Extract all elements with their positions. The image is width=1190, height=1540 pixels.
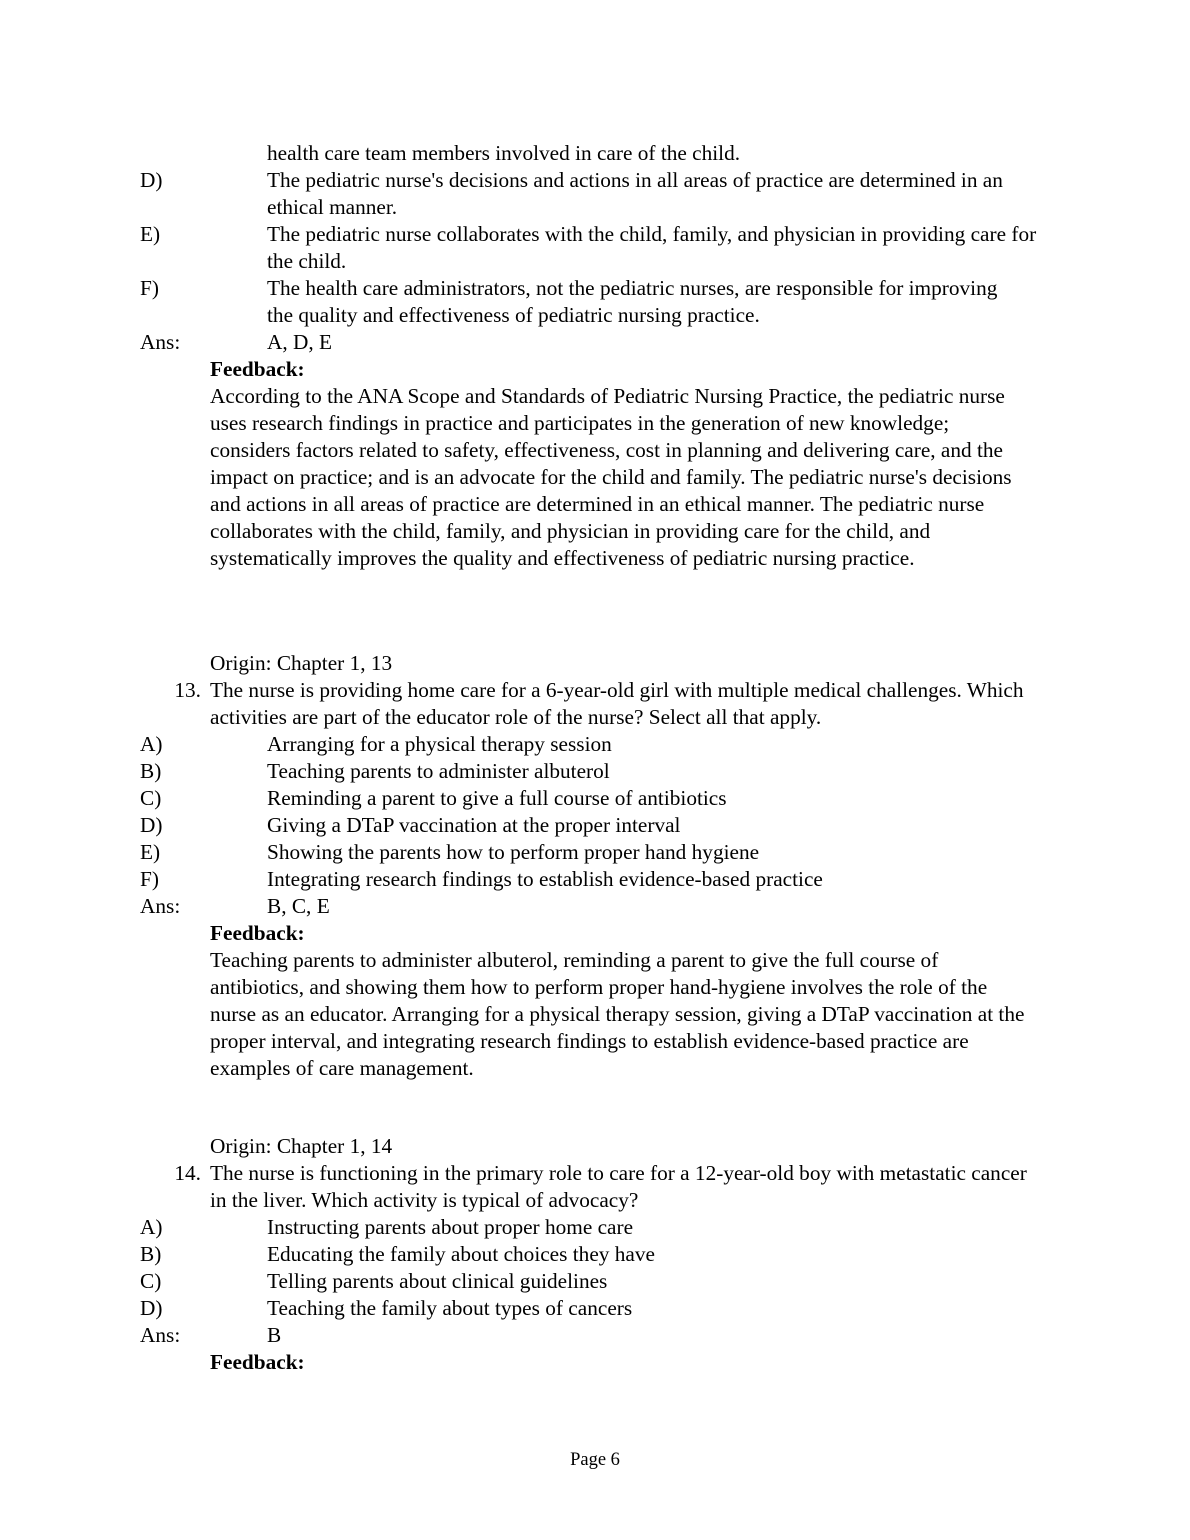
option-text: Showing the parents how to perform proper hand hygiene <box>267 840 760 864</box>
feedback-heading: Feedback: <box>210 357 305 381</box>
answer-value: B, C, E <box>267 894 330 918</box>
question-text: The nurse is functioning in the primary role to care for a 12-year-old boy with metastatic cancer in the liver. Which activity is typical of advocacy? <box>210 1161 1027 1212</box>
option-c-continued <box>0 140 1190 167</box>
option-label: F) <box>140 276 159 300</box>
question-12-continuation <box>0 140 1190 572</box>
option-text: Arranging for a physical therapy session <box>267 732 612 756</box>
option-label: F) <box>140 867 159 891</box>
option-label: C) <box>140 786 162 810</box>
option-row <box>0 1268 1190 1295</box>
question-number: 13. <box>174 678 201 702</box>
option-label: E) <box>140 840 161 864</box>
option-label: B) <box>140 759 162 783</box>
option-row <box>0 275 1190 329</box>
answer-row <box>0 893 1190 920</box>
option-text: Reminding a parent to give a full course of antibiotics <box>267 786 727 810</box>
option-label: D) <box>140 168 163 192</box>
feedback-heading: Feedback: <box>210 1350 305 1374</box>
option-row <box>0 167 1190 221</box>
option-text: Teaching parents to administer albuterol <box>267 759 610 783</box>
feedback-text: Teaching parents to administer albuterol, reminding a parent to give the full course of antibiotics, and showing them how to perform proper hand-hygiene involves the role of the nurse as an educator. Arranging for a physical therapy session, giving a DTaP vaccination at the proper interval, and integrating research findings to establish evidence-based practice are examples of care management. <box>210 948 1025 1080</box>
option-label: D) <box>140 1296 163 1320</box>
question-text: The nurse is providing home care for a 6-year-old girl with multiple medical challenges. Which activities are part of the educator role of the nurse? Select all that apply. <box>210 678 1024 729</box>
option-row <box>0 866 1190 893</box>
origin-line: Origin: Chapter 1, 13 <box>210 651 393 675</box>
feedback-text: According to the ANA Scope and Standards of Pediatric Nursing Practice, the pediatric nurse uses research findings in practice and participates in the generation of new knowledge; considers factors related to safety, effectiveness, cost in planning and delivering care, and the impact on practice; and is an advocate for the child and family. The pediatric nurse's decisions and actions in all areas of practice are determined in an ethical manner. The pediatric nurse collaborates with the child, family, and physician in providing care for the child, and systematically improves the quality and effectiveness of pediatric nursing practice. <box>210 384 1012 570</box>
option-label: C) <box>140 1269 162 1293</box>
option-row <box>0 1295 1190 1322</box>
question-14 <box>0 1133 1190 1376</box>
option-text: The health care administrators, not the pediatric nurses, are responsible for improving the quality and effectiveness of pediatric nursing practice. <box>267 276 998 327</box>
option-text: Teaching the family about types of cancers <box>267 1296 633 1320</box>
question-13 <box>0 650 1190 1082</box>
option-row <box>0 1241 1190 1268</box>
option-row <box>0 839 1190 866</box>
answer-value: B <box>267 1323 282 1347</box>
option-text: health care team members involved in care of the child. <box>267 141 741 165</box>
option-text: The pediatric nurse collaborates with the child, family, and physician in providing care for the child. <box>267 222 1037 273</box>
option-label: D) <box>140 813 163 837</box>
option-label: A) <box>140 1215 163 1239</box>
page-number: Page 6 <box>570 1450 620 1470</box>
option-row <box>0 1214 1190 1241</box>
answer-label: Ans: <box>140 330 181 354</box>
option-label: E) <box>140 222 161 246</box>
option-row <box>0 731 1190 758</box>
question-number: 14. <box>174 1161 201 1185</box>
option-text: The pediatric nurse's decisions and actions in all areas of practice are determined in an ethical manner. <box>267 168 1003 219</box>
question-stem <box>0 677 1190 731</box>
answer-label: Ans: <box>140 1323 181 1347</box>
option-text: Instructing parents about proper home care <box>267 1215 634 1239</box>
answer-row <box>0 329 1190 356</box>
option-row <box>0 758 1190 785</box>
option-text: Integrating research findings to establish evidence-based practice <box>267 867 823 891</box>
option-row <box>0 812 1190 839</box>
answer-row <box>0 1322 1190 1349</box>
option-label: A) <box>140 732 163 756</box>
option-row <box>0 785 1190 812</box>
question-stem <box>0 1160 1190 1214</box>
option-row <box>0 221 1190 275</box>
answer-value: A, D, E <box>267 330 333 354</box>
option-text: Telling parents about clinical guidelines <box>267 1269 608 1293</box>
option-label: B) <box>140 1242 162 1266</box>
answer-label: Ans: <box>140 894 181 918</box>
feedback-heading: Feedback: <box>210 921 305 945</box>
option-text: Educating the family about choices they have <box>267 1242 655 1266</box>
origin-line: Origin: Chapter 1, 14 <box>210 1134 393 1158</box>
option-text: Giving a DTaP vaccination at the proper interval <box>267 813 681 837</box>
